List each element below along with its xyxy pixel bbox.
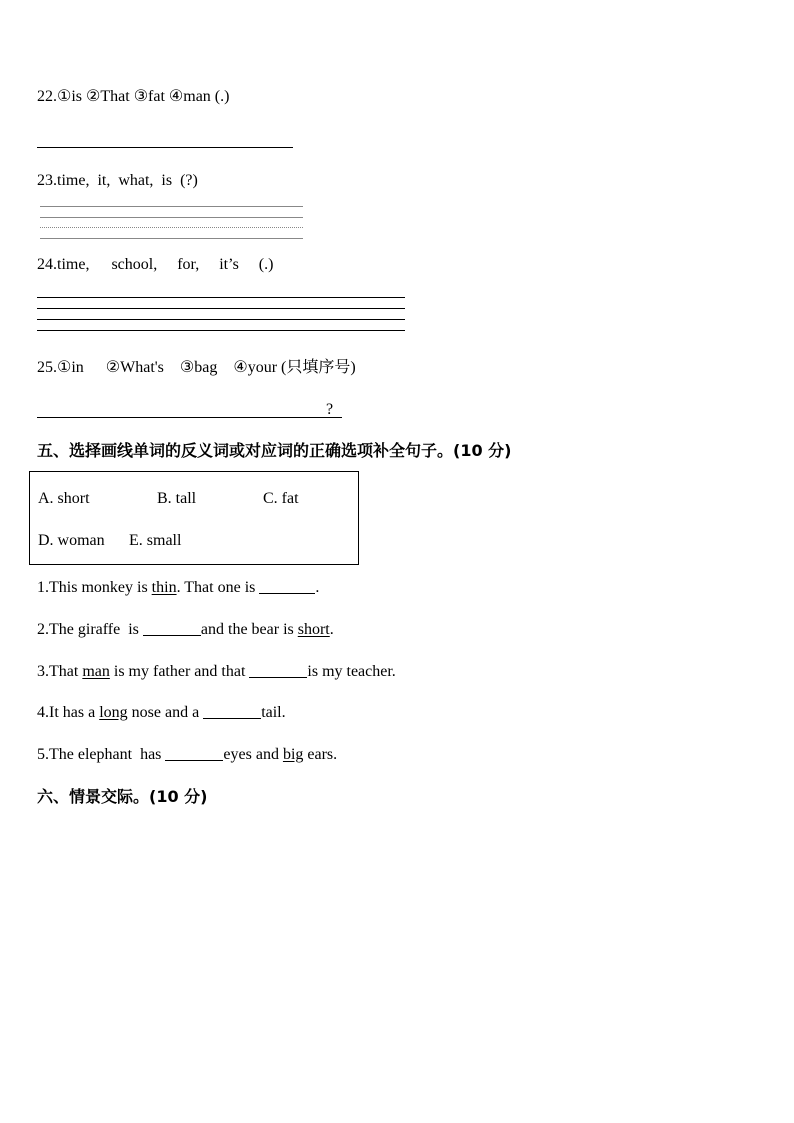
- question-number: 23.: [37, 172, 57, 189]
- grid-line: [40, 206, 303, 207]
- question-24: [37, 255, 273, 275]
- underlined-word: big: [282, 746, 304, 763]
- underlined-word: long: [99, 704, 128, 721]
- sentence-text: is my teacher.: [307, 663, 396, 680]
- grid-line: [40, 227, 303, 228]
- answer-blank[interactable]: [165, 745, 223, 761]
- sentence-text: is my father and that: [109, 663, 250, 680]
- question-mark: ?: [326, 401, 334, 418]
- sentence-1: [37, 578, 319, 598]
- punctuation-hint: (.): [258, 256, 274, 273]
- word-option: ②That: [86, 88, 130, 105]
- underlined-word: short: [297, 621, 330, 638]
- sentence-text: The giraffe is: [49, 621, 143, 638]
- grid-line: [37, 330, 405, 331]
- item-number: 1.: [37, 579, 49, 596]
- word: school,: [111, 256, 158, 273]
- item-number: 5.: [37, 746, 49, 763]
- section-5-title: 五、选择画线单词的反义词或对应词的正确选项补全句子。(10 分): [37, 441, 512, 460]
- sentence-text: It has a: [49, 704, 100, 721]
- word-option: ③fat: [133, 88, 165, 105]
- item-number: 2.: [37, 621, 49, 638]
- sentence-text: eyes and: [223, 746, 283, 763]
- underlined-word: man: [82, 663, 110, 680]
- question-23: [37, 171, 198, 191]
- sentence-4: [37, 703, 286, 723]
- underlined-word: thin: [151, 579, 177, 596]
- question-number: 25.: [37, 359, 57, 376]
- word-option: ④your: [233, 359, 278, 376]
- option-c: C. fat: [263, 490, 299, 507]
- sentence-5: [37, 745, 337, 765]
- sentence-text: tail.: [261, 704, 286, 721]
- grid-line: [37, 308, 405, 309]
- word-option: ④man: [168, 88, 211, 105]
- word-option: ①in: [57, 359, 84, 376]
- sentence-text: nose and a: [127, 704, 204, 721]
- question-number: 24.: [37, 256, 57, 273]
- item-number: 3.: [37, 663, 49, 680]
- word: for,: [177, 256, 200, 273]
- sentence-3: [37, 662, 396, 682]
- word: it’s: [219, 256, 239, 273]
- option-e: E. small: [129, 532, 182, 549]
- word-option: ③bag: [179, 359, 218, 376]
- grid-line: [37, 297, 405, 298]
- answer-line[interactable]: [37, 417, 342, 418]
- grid-line: [40, 217, 303, 218]
- sentence-text: This monkey is: [49, 579, 152, 596]
- answer-line[interactable]: [37, 147, 293, 148]
- item-number: 4.: [37, 704, 49, 721]
- sentence-text: . That one is: [176, 579, 260, 596]
- sentence-text: and the bear is: [200, 621, 298, 638]
- sentence-text: That: [49, 663, 83, 680]
- sentence-text: The elephant has: [49, 746, 166, 763]
- answer-blank[interactable]: [249, 662, 307, 678]
- sentence-2: [37, 620, 334, 640]
- sentence-text: ears.: [303, 746, 338, 763]
- word: time,: [57, 256, 90, 273]
- grid-line: [37, 319, 405, 320]
- option-b: B. tall: [157, 490, 197, 507]
- answer-blank[interactable]: [259, 578, 315, 594]
- question-text: time, it, what, is (?): [57, 172, 198, 189]
- instruction-hint: (只填序号): [281, 359, 356, 376]
- grid-line: [40, 238, 303, 239]
- answer-blank[interactable]: [203, 703, 261, 719]
- sentence-text: .: [315, 579, 320, 596]
- word-option: ①is: [57, 88, 83, 105]
- question-25: [37, 358, 356, 378]
- punctuation-hint: (.): [214, 88, 230, 105]
- question-22: [37, 87, 229, 107]
- section-6-title: 六、情景交际。(10 分): [37, 787, 208, 806]
- sentence-text: .: [329, 621, 334, 638]
- option-d: D. woman: [38, 532, 105, 549]
- word-option: ②What's: [105, 359, 164, 376]
- option-a: A. short: [38, 490, 90, 507]
- answer-blank[interactable]: [143, 620, 201, 636]
- question-number: 22.: [37, 88, 57, 105]
